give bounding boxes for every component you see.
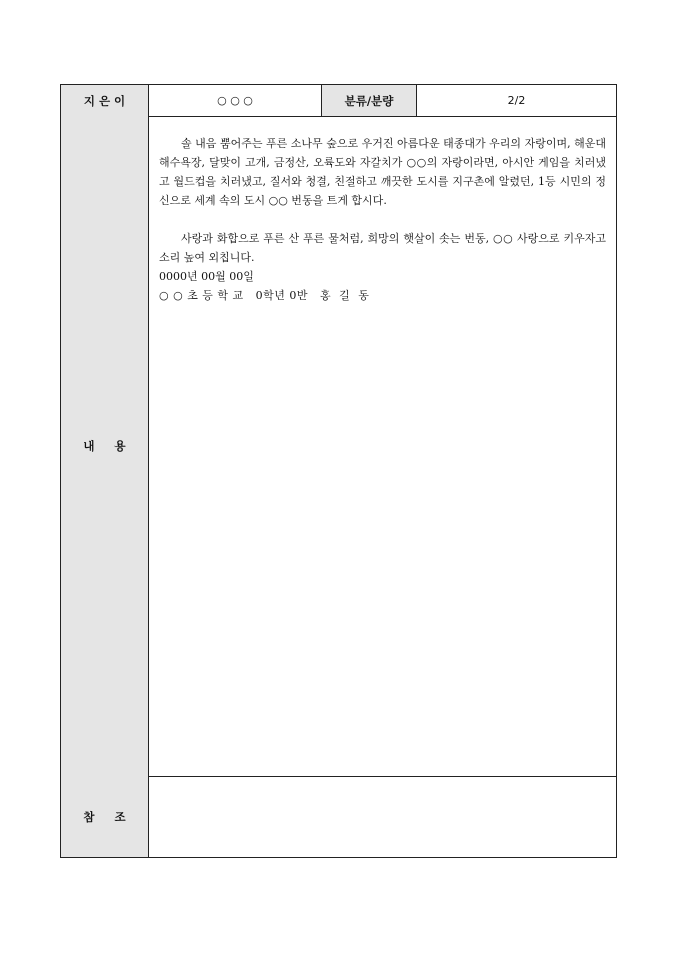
category-value: 2/2 [507,94,526,107]
content-label: 내 용 [61,116,149,776]
header-row [61,85,616,117]
author-label: 지 은 이 [61,85,149,116]
reference-value [149,776,616,857]
content-paragraph-1: 솔 내음 뿜어주는 푸른 소나무 숲으로 우거진 아름다운 태종대가 우리의 자랑이며, 해운대 해수욕장, 달맞이 고개, 금정산, 오륙도와 자갈치가 ○○의 자랑이라면, 아시안 게임을 치러냈고 월드컵을 치러냈고, 질서와 청결, 친절하고 깨끗한 도시를 지구촌에 알렸던, 1등 시민의 정신으로 세계 속의 도시 ○○ 번동을 트게 합시다. [159,137,606,207]
category-label: 분류/분량 [322,85,417,116]
content-cell [149,116,616,776]
content-signature: ○ ○ 초 등 학 교 0학년 0반 홍 길 동 [159,289,370,302]
content-paragraph-2: 사랑과 화합으로 푸른 산 푸른 물처럼, 희망의 햇살이 솟는 번동, ○○ 사랑으로 키우자고 소리 높여 외칩니다. [159,232,606,264]
reference-label: 참 조 [61,776,149,857]
content-body [159,134,606,305]
content-row [61,116,616,777]
author-value: ○ ○ ○ [149,85,322,116]
reference-row [61,776,616,857]
document-table [60,84,617,858]
content-date: 0000년 00월 00일 [159,270,254,283]
